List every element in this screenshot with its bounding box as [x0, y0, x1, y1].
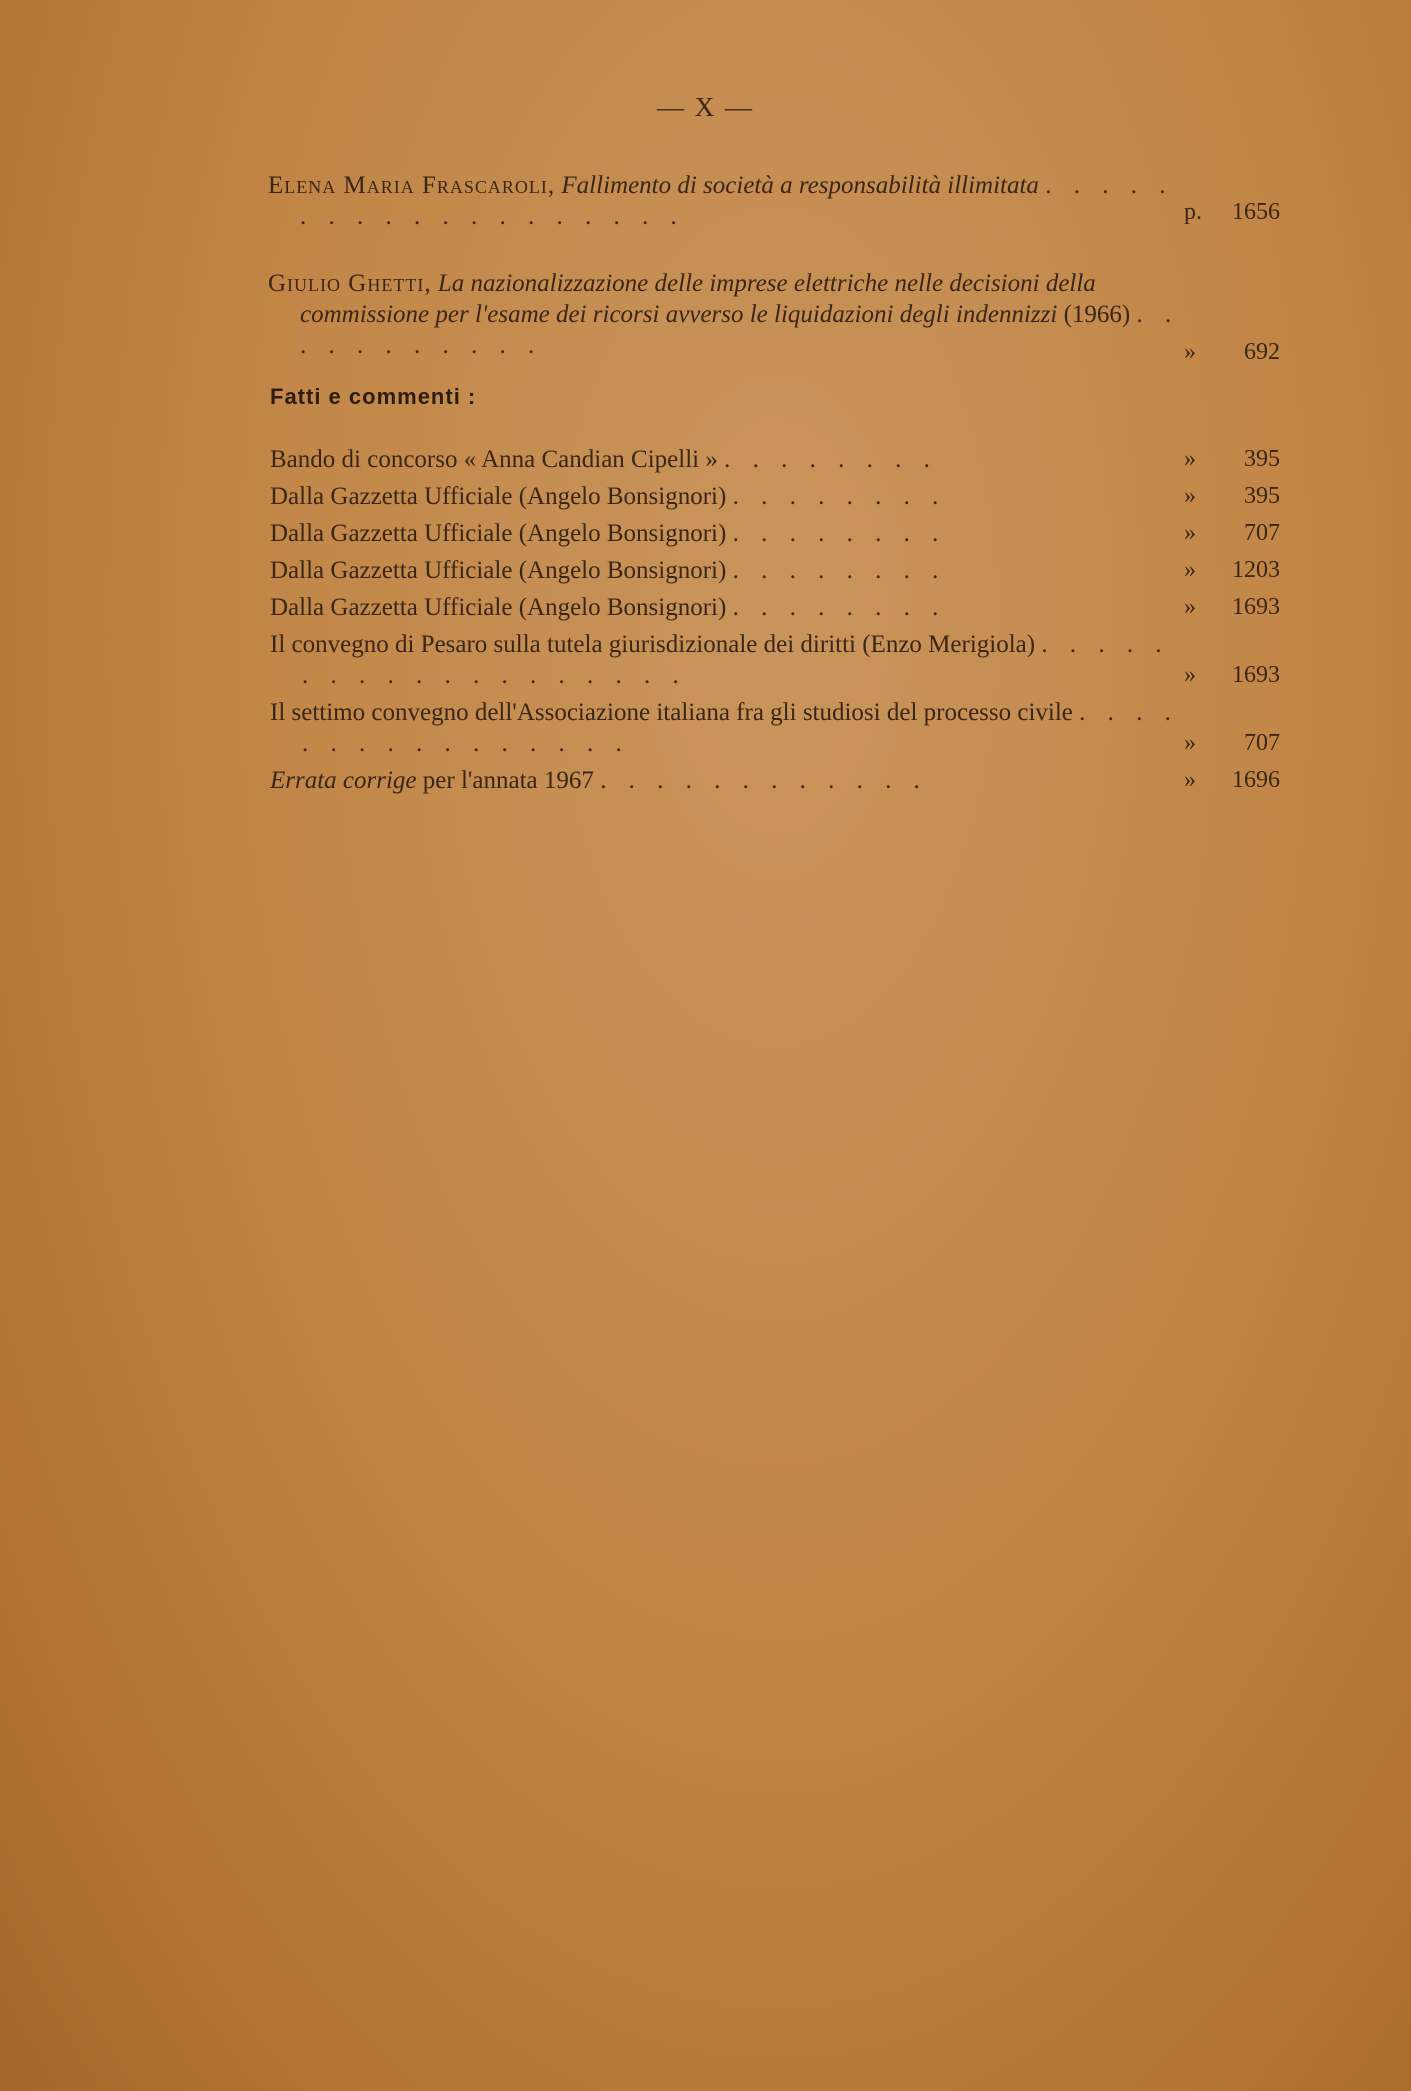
page-prefix: » [1184, 662, 1196, 688]
item-label: Dalla Gazzetta Ufficiale (Angelo Bonsignori) [270, 483, 727, 510]
page-number: 1693 [1232, 594, 1280, 620]
item-text [270, 444, 1192, 475]
item-label: Dalla Gazzetta Ufficiale (Angelo Bonsignori) [270, 520, 727, 547]
page-number: 1693 [1232, 662, 1280, 688]
list-item [270, 697, 1288, 759]
page-reference [1184, 555, 1280, 586]
toc-entry [268, 268, 1288, 368]
page-reference [1184, 765, 1280, 796]
item-text [270, 555, 1192, 586]
item-text [270, 481, 1192, 512]
page-reference [1184, 337, 1280, 368]
page-number: 707 [1244, 520, 1280, 546]
page-number: 1696 [1232, 767, 1280, 793]
page-reference [1184, 728, 1280, 759]
page-number: 395 [1244, 483, 1280, 509]
list-item [270, 518, 1288, 549]
leader-dots: . . . . . . . . [724, 446, 938, 473]
page-prefix: » [1184, 339, 1196, 365]
list-item [270, 629, 1288, 691]
item-label: Dalla Gazzetta Ufficiale (Angelo Bonsignori) [270, 557, 727, 584]
list-item [270, 765, 1288, 796]
entry-tail: (1966) [1063, 301, 1131, 328]
page-reference [1184, 592, 1280, 623]
item-text [270, 629, 1192, 691]
page-number: 395 [1244, 446, 1280, 472]
entry-author: Giulio Ghetti, [268, 270, 432, 297]
section-title: Fatti e commenti : [270, 384, 477, 409]
page-prefix: » [1184, 520, 1196, 546]
item-text [270, 765, 1192, 796]
item-text [270, 518, 1192, 549]
leader-dots: . . . . . . . . . . . . . . . . . . . [302, 631, 1170, 689]
page-reference [1184, 481, 1280, 512]
list-item [270, 555, 1288, 586]
item-label: Il settimo convegno dell'Associazione italiana fra gli studiosi del processo civile [270, 699, 1073, 726]
page-prefix: » [1184, 730, 1196, 756]
page-number: 1656 [1232, 199, 1280, 225]
item-label: Bando di concorso « Anna Candian Cipelli » [270, 446, 718, 473]
list-item [270, 592, 1288, 623]
page-number: 692 [1244, 339, 1280, 365]
toc-entry [268, 170, 1288, 268]
leader-dots: . . . . . . . . . . . [300, 301, 1180, 359]
page-reference [1184, 660, 1280, 691]
entry-body [268, 170, 1190, 232]
entry-body [268, 268, 1190, 361]
page-prefix: » [1184, 594, 1196, 620]
item-text [270, 697, 1192, 759]
leader-dots: . . . . . . . . . . . . [600, 767, 928, 794]
list-item [270, 481, 1288, 512]
page-reference [1184, 444, 1280, 475]
item-label: per l'annata 1967 [422, 767, 594, 794]
leader-dots: . . . . . . . . [732, 520, 947, 547]
leader-dots: . . . . . . . . [732, 594, 947, 621]
page-prefix: » [1184, 446, 1196, 472]
page-prefix: p. [1184, 199, 1202, 225]
page-number: 707 [1244, 730, 1280, 756]
page-reference [1184, 197, 1280, 228]
list-item [270, 444, 1288, 475]
leader-dots: . . . . . . . . [732, 483, 947, 510]
page-prefix: » [1184, 483, 1196, 509]
page-header: — X — [657, 92, 754, 122]
entry-author: Elena Maria Frascaroli, [268, 172, 556, 199]
page-reference [1184, 518, 1280, 549]
item-label: Dalla Gazzetta Ufficiale (Angelo Bonsignori) [270, 594, 727, 621]
leader-dots: . . . . . . . . . . . . . . . . . . . [300, 172, 1174, 230]
entry-title: Fallimento di società a responsabilità illimitata [561, 172, 1039, 199]
article-list [268, 170, 1288, 368]
leader-dots: . . . . . . . . [732, 557, 947, 584]
leader-dots: . . . . . . . . . . . . . . . . [302, 699, 1179, 757]
item-text [270, 592, 1192, 623]
page-prefix: » [1184, 557, 1196, 583]
section-list [270, 444, 1288, 802]
item-label: Il convegno di Pesaro sulla tutela giurisdizionale dei diritti (Enzo Merigiola) [270, 631, 1036, 658]
item-italic: Errata corrige [270, 767, 417, 794]
page-number: 1203 [1232, 557, 1280, 583]
entry-title: La nazionalizzazione delle imprese elettriche nelle decisioni della commissione per l'esame dei ricorsi avverso le liquidazioni degli indennizzi [300, 270, 1096, 328]
page-prefix: » [1184, 767, 1196, 793]
